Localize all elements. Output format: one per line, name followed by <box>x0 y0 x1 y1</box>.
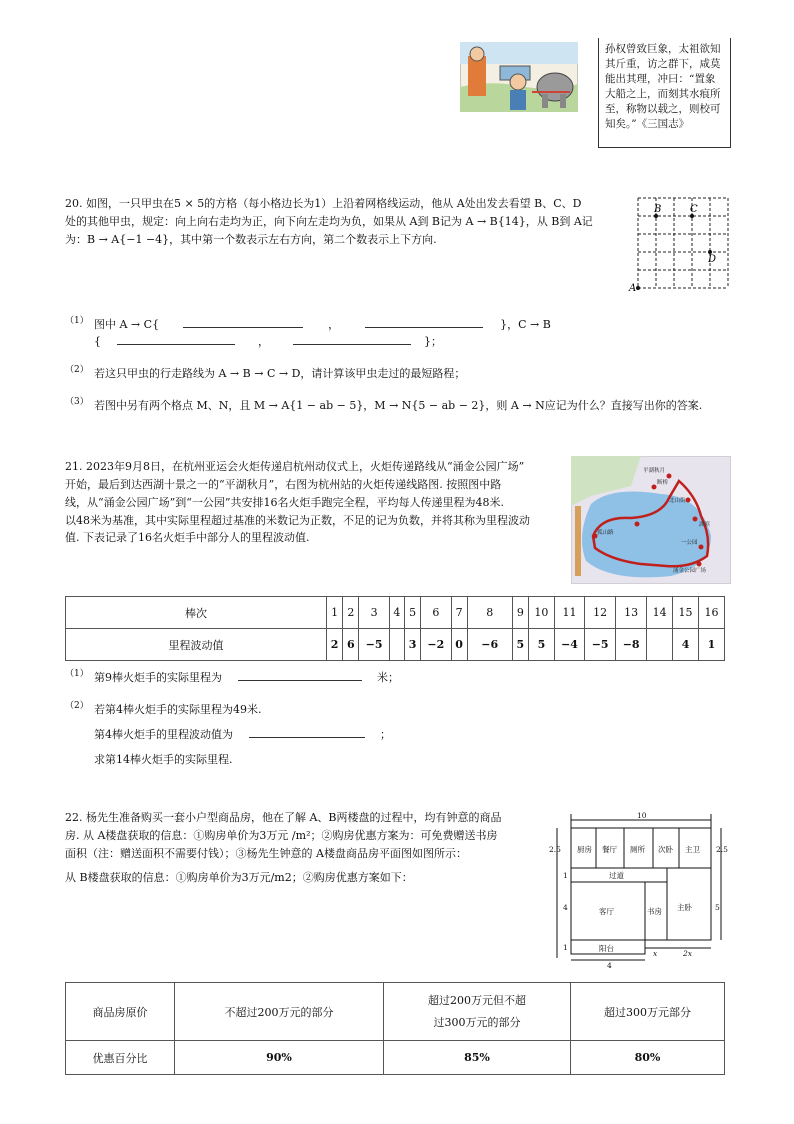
table-cell <box>647 629 673 661</box>
table-cell: 1 <box>327 597 343 629</box>
plan-dim: 4 <box>607 961 612 970</box>
table-cell: −6 <box>467 629 512 661</box>
table-cell: −5 <box>359 629 389 661</box>
table-header-line: 超过200万元但不超 <box>428 993 526 1007</box>
table-cell: 14 <box>647 597 673 629</box>
table-cell: 1 <box>698 629 724 661</box>
q20-part1-number: （1） <box>65 316 89 326</box>
q20-part2-text: 若这只甲虫的行走路线为 A → B → C → D，请计算该甲虫走过的最短路程； <box>94 367 466 380</box>
table-row <box>66 1041 725 1075</box>
map-label: 一公园 <box>681 540 698 546</box>
q20-part1-text-e: }； <box>424 335 442 348</box>
q22-stem-line-1: 22. 杨先生准备购买一套小户型商品房，他在了解 A、B两楼盘的过程中，均有钟意的商品 <box>65 811 502 824</box>
q20-part1-row2 <box>94 334 442 350</box>
q21-stem-line-2: 开始，最后到达西湖十景之一的“平湖秋月”，右图为杭州站的火炬传递线路图. 按照图中路 <box>65 478 502 491</box>
q21-mileage-table <box>65 596 725 661</box>
table-cell: 5 <box>404 597 420 629</box>
table-row <box>66 597 725 629</box>
q21-part2-number: （2） <box>65 701 89 711</box>
table-cell: 3 <box>404 629 420 661</box>
q21-part1-number: （1） <box>65 669 89 679</box>
table-cell: 4 <box>389 597 404 629</box>
q21-part2-text-b: 第4棒火炬手的里程波动值为 <box>94 728 233 741</box>
map-label: 孤山路 <box>597 530 614 536</box>
table-cell: 5 <box>512 629 528 661</box>
table-header-cell: 里程波动值 <box>66 629 327 661</box>
q21-part1-text-a: 第9棒火炬手的实际里程为 <box>94 671 222 684</box>
quote-box: 孙权曾致巨象，太祖欲知其斤重，访之群下，咸莫能出其理，冲曰：“置象大船之上，而刻其水痕所至，称物以载之，则校可知矣。”《三国志》 <box>598 38 731 148</box>
table-cell: 15 <box>673 597 699 629</box>
q22-stem-line-4: 从 B楼盘获取的信息：①购房单价为3万元/m2；②购房优惠方案如下： <box>65 871 413 884</box>
table-cell: 6 <box>421 597 451 629</box>
plan-room: 阳台 <box>599 944 614 953</box>
answer-blank[interactable] <box>183 317 303 328</box>
plan-room: 主卫 <box>685 845 700 854</box>
torch-route-map <box>571 456 731 584</box>
table-cell: 4 <box>673 629 699 661</box>
q21-part2-text-d: 求第14棒火炬手的实际里程. <box>94 753 233 766</box>
table-header-line: 过300万元的部分 <box>433 1015 521 1029</box>
table-cell: 8 <box>467 597 512 629</box>
plan-room: 餐厅 <box>602 845 617 854</box>
q22-discount-table <box>65 982 725 1075</box>
table-cell: 2 <box>343 597 359 629</box>
plan-room: 次卧 <box>658 845 673 854</box>
q20-part1-text-d: ， <box>258 335 269 348</box>
table-cell: 90% <box>175 1041 384 1075</box>
q20-part3-text: 若图中另有两个格点 M、N，且 M → A{1 − ab − 5}，M → N{5 − ab − 2}，则 A → N应记为什么？直接写出你的答案. <box>94 399 703 412</box>
plan-dim: 5 <box>715 903 720 912</box>
map-label: 平湖秋月 <box>643 468 666 474</box>
table-cell: 2 <box>327 629 343 661</box>
q20-stem-line-1: 20. 如图，一只甲虫在5 × 5的方格（每小格边长为1）上沿着网格线运动，他从 A处出发去看望 B、C、D <box>65 197 582 210</box>
q21-part1-text-b: 米； <box>377 671 399 684</box>
plan-room: 客厅 <box>599 907 614 916</box>
table-header-cell: 商品房原价 <box>66 983 175 1041</box>
plan-room: 厕所 <box>630 845 645 854</box>
table-cell: 16 <box>698 597 724 629</box>
plan-dim: 1 <box>563 943 568 952</box>
grid-label-c: C <box>690 204 698 215</box>
plan-room: 主卧 <box>677 903 692 912</box>
plan-room: 书房 <box>647 907 662 916</box>
answer-blank[interactable] <box>238 670 362 681</box>
map-label: 断桥 <box>657 480 669 486</box>
q20-stem-line-3: 为：B → A{−1 −4}，其中第一个数表示左右方向，第二个数表示上下方向. <box>65 233 437 246</box>
table-cell: 5 <box>528 629 554 661</box>
q20-part2-number: （2） <box>65 365 89 375</box>
table-cell: 80% <box>571 1041 725 1075</box>
grid-point-a <box>636 286 640 290</box>
plan-dim: x <box>653 949 658 958</box>
table-cell: 10 <box>528 597 554 629</box>
q21-stem-line-1: 21. 2023年9月8日，在杭州亚运会火炬传递启杭州动仪式上，火炬传递路线从“涌金公园广场” <box>65 460 525 473</box>
map-label: 湖滨 <box>699 522 711 528</box>
q20-part1-text-a: 图中 A → C{ <box>94 318 160 331</box>
table-header-cell <box>384 983 571 1041</box>
q20-part3-number: （3） <box>65 397 89 407</box>
table-cell: 6 <box>343 629 359 661</box>
q21-stem-line-3: 线，从“涌金公园广场”到“一公园”共安排16名火炬手跑完全程，平均每人传递里程为48米. <box>65 496 504 509</box>
q22-stem-line-3: 面积（注：赠送面积不需要付钱）；③杨先生钟意的 A楼盘商品房平面图如图所示： <box>65 847 467 860</box>
grid-label-d: D <box>708 254 717 265</box>
map-label: 涌金公园广场 <box>673 568 707 574</box>
map-label: 北山街 <box>669 498 686 504</box>
table-cell: −5 <box>585 629 616 661</box>
q20-stem-line-2: 处的其他甲虫，规定：向上向右走均为正，向下向左走均为负，如果从 A到 B记为 A → B{14}，从 B到 A记 <box>65 215 593 228</box>
answer-blank[interactable] <box>365 317 483 328</box>
answer-blank[interactable] <box>249 727 365 738</box>
plan-dim: 2x <box>683 949 693 958</box>
table-cell: −4 <box>554 629 584 661</box>
plan-dim: 4 <box>563 903 568 912</box>
table-header-cell: 超过300万元部分 <box>571 983 725 1041</box>
elephant-story-illustration <box>460 42 578 112</box>
q22-stem-line-2: 房. 从 A楼盘获取的信息：①购房单价为3万元 /m²；②购房优惠方案为：可免费赠送书房 <box>65 829 498 842</box>
q21-part1-row <box>94 670 399 686</box>
plan-dim: 2.5 <box>716 845 728 854</box>
q21-part2-text-c: ； <box>380 728 391 741</box>
q21-part2-row <box>94 727 391 743</box>
q20-grid-figure <box>628 192 734 292</box>
table-header-cell: 棒次 <box>66 597 327 629</box>
q20-part1-row1 <box>94 317 551 333</box>
plan-dim: 2.5 <box>549 845 561 854</box>
q21-stem-line-4: 以48米为基准，其中实际里程超过基准的米数记为正数，不足的记为负数，并将其称为里程波动 <box>65 514 530 527</box>
table-row <box>66 983 725 1041</box>
q20-part1-text-b: }，C → B <box>500 318 551 331</box>
table-cell: 13 <box>616 597 647 629</box>
table-cell: 12 <box>585 597 616 629</box>
table-cell: 7 <box>451 597 467 629</box>
table-cell: 0 <box>451 629 467 661</box>
plan-room: 过道 <box>609 871 624 880</box>
plan-room: 厨房 <box>577 845 592 854</box>
grid-label-b: B <box>654 204 662 215</box>
table-cell: 优惠百分比 <box>66 1041 175 1075</box>
plan-dim: 1 <box>563 871 568 880</box>
q20-part1-comma: ， <box>328 318 340 331</box>
table-header-cell: 不超过200万元的部分 <box>175 983 384 1041</box>
grid-label-a: A <box>629 283 637 292</box>
q21-stem-line-5: 值. 下表记录了16名火炬手中部分人的里程波动值. <box>65 531 310 544</box>
table-row <box>66 629 725 661</box>
q21-part2-text-a: 若第4棒火炬手的实际里程为49米. <box>94 703 262 716</box>
table-cell: 3 <box>359 597 389 629</box>
answer-blank[interactable] <box>117 334 235 345</box>
table-cell <box>389 629 404 661</box>
table-cell: 85% <box>384 1041 571 1075</box>
table-cell: 11 <box>554 597 584 629</box>
q20-part1-text-c: { <box>94 335 101 348</box>
floor-plan-figure <box>549 810 729 970</box>
table-cell: 9 <box>512 597 528 629</box>
answer-blank[interactable] <box>293 334 411 345</box>
table-cell: −8 <box>616 629 647 661</box>
table-cell: −2 <box>421 629 451 661</box>
plan-dim: 10 <box>637 811 647 820</box>
